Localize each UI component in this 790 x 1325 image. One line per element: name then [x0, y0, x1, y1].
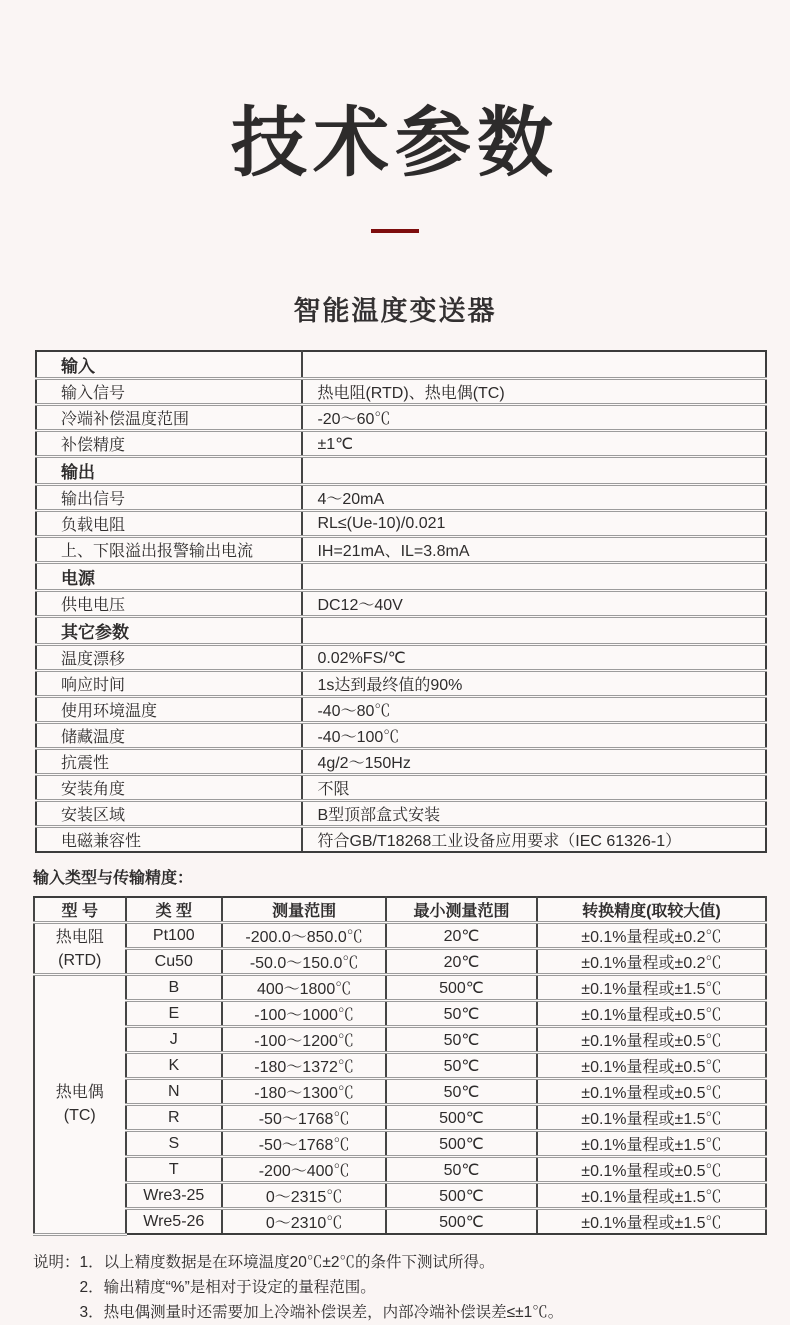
cell-accuracy: ±0.1%量程或±0.5℃ [537, 1157, 766, 1183]
spec-row [36, 511, 766, 537]
spec-row-label: 抗震性 [36, 749, 302, 775]
spec-row [36, 645, 766, 671]
accuracy-row [34, 1001, 766, 1027]
spec-row-label: 上、下限溢出报警输出电流 [36, 537, 302, 563]
spec-row [36, 591, 766, 617]
cell-range: -100～1000℃ [222, 1001, 386, 1027]
cell-accuracy: ±0.1%量程或±1.5℃ [537, 1209, 766, 1235]
spec-row [36, 485, 766, 511]
cell-range: -50.0～150.0℃ [222, 949, 386, 975]
product-subtitle: 智能温度变送器 [293, 296, 497, 326]
cell-range: -180～1300℃ [222, 1079, 386, 1105]
spec-section-label: 输出 [36, 457, 302, 485]
accuracy-row [34, 1209, 766, 1235]
cell-type: E [126, 1001, 223, 1027]
spec-row [36, 775, 766, 801]
spec-row-value: 0.02%FS/℃ [302, 645, 766, 671]
spec-section-row [36, 617, 766, 645]
cell-range: 400～1800℃ [222, 975, 386, 1001]
cell-type: Pt100 [126, 923, 223, 949]
cell-range: -50～1768℃ [222, 1105, 386, 1131]
accuracy-row [34, 1157, 766, 1183]
spec-row-value: 4g/2～150Hz [302, 749, 766, 775]
spec-row-value: ±1℃ [302, 431, 766, 457]
cell-type: Wre3-25 [126, 1183, 223, 1209]
accuracy-header-range: 测量范围 [222, 897, 386, 923]
cell-range: 0～2310℃ [222, 1209, 386, 1235]
cell-accuracy: ±0.1%量程或±0.5℃ [537, 1053, 766, 1079]
spec-row-value: -40～100℃ [302, 723, 766, 749]
spec-row-value: DC12～40V [302, 591, 766, 617]
spec-section-label: 输入 [36, 351, 302, 379]
cell-accuracy: ±0.1%量程或±0.5℃ [537, 1079, 766, 1105]
spec-row [36, 697, 766, 723]
spec-row-label: 安装区域 [36, 801, 302, 827]
spec-section-row [36, 351, 766, 379]
accuracy-row [34, 1131, 766, 1157]
accent-dash-divider [371, 229, 419, 233]
spec-row [36, 537, 766, 563]
cell-min-range: 500℃ [386, 1209, 537, 1235]
spec-row-value: 热电阻(RTD)、热电偶(TC) [302, 379, 766, 405]
accuracy-header-accuracy: 转换精度(取较大值) [537, 897, 766, 923]
cell-type: K [126, 1053, 223, 1079]
spec-row-value: -40～80℃ [302, 697, 766, 723]
cell-min-range: 500℃ [386, 1131, 537, 1157]
spec-section-row [36, 457, 766, 485]
spec-row-value: 符合GB/T18268工业设备应用要求（IEC 61326-1） [302, 827, 766, 853]
spec-row-value: 4～20mA [302, 485, 766, 511]
spec-row [36, 827, 766, 853]
spec-row-label: 补偿精度 [36, 431, 302, 457]
cell-type: T [126, 1157, 223, 1183]
cell-accuracy: ±0.1%量程或±0.5℃ [537, 1027, 766, 1053]
cell-accuracy: ±0.1%量程或±0.2℃ [537, 949, 766, 975]
accuracy-row [34, 923, 766, 949]
spec-row-label: 冷端补偿温度范围 [36, 405, 302, 431]
cell-accuracy: ±0.1%量程或±0.5℃ [537, 1001, 766, 1027]
spec-row-value [302, 457, 766, 485]
note-item: 2．输出精度“%”是相对于设定的量程范围。 [79, 1278, 376, 1296]
spec-row-value [302, 617, 766, 645]
spec-row-label: 安装角度 [36, 775, 302, 801]
cell-range: -50～1768℃ [222, 1131, 386, 1157]
cell-type: N [126, 1079, 223, 1105]
cell-min-range: 500℃ [386, 1183, 537, 1209]
spec-row-label: 电磁兼容性 [36, 827, 302, 853]
cell-type: B [126, 975, 223, 1001]
accuracy-row [34, 1105, 766, 1131]
cell-accuracy: ±0.1%量程或±1.5℃ [537, 1131, 766, 1157]
spec-row-value: -20～60℃ [302, 405, 766, 431]
model-abbr: (RTD) [58, 951, 102, 969]
spec-row-label: 温度漂移 [36, 645, 302, 671]
spec-row-label: 储藏温度 [36, 723, 302, 749]
note-item: 3．热电偶测量时还需要加上冷端补偿误差，内部冷端补偿误差≤±1℃。 [79, 1303, 564, 1321]
spec-row-value: 不限 [302, 775, 766, 801]
accuracy-row [34, 1027, 766, 1053]
spec-row-value: 1s达到最终值的90% [302, 671, 766, 697]
cell-min-range: 50℃ [386, 1053, 537, 1079]
cell-accuracy: ±0.1%量程或±1.5℃ [537, 975, 766, 1001]
spec-row-value: B型顶部盒式安装 [302, 801, 766, 827]
spec-row-value [302, 563, 766, 591]
model-abbr: (TC) [63, 1107, 96, 1125]
spec-section-row [36, 563, 766, 591]
model-name: 热电偶 [55, 1084, 104, 1102]
cell-min-range: 500℃ [386, 1105, 537, 1131]
spec-row-label: 输出信号 [36, 485, 302, 511]
spec-row-value: RL≤(Ue-10)/0.021 [302, 511, 766, 537]
model-name: 热电阻 [55, 928, 104, 946]
cell-min-range: 20℃ [386, 923, 537, 949]
cell-range: -200.0～850.0℃ [222, 923, 386, 949]
cell-range: 0～2315℃ [222, 1183, 386, 1209]
spec-row [36, 405, 766, 431]
cell-type: Wre5-26 [126, 1209, 223, 1235]
cell-range: -200～400℃ [222, 1157, 386, 1183]
spec-row-label: 输入信号 [36, 379, 302, 405]
spec-row-label: 响应时间 [36, 671, 302, 697]
accuracy-row [34, 1079, 766, 1105]
accuracy-table [33, 896, 767, 1236]
spec-row [36, 431, 766, 457]
cell-range: -100～1200℃ [222, 1027, 386, 1053]
spec-row [36, 801, 766, 827]
note-item: 1．以上精度数据是在环境温度20℃±2℃的条件下测试所得。 [79, 1253, 495, 1271]
model-cell-tc [34, 975, 126, 1235]
accuracy-row [34, 1183, 766, 1209]
spec-row-value: IH=21mA、IL=3.8mA [302, 537, 766, 563]
spec-row [36, 749, 766, 775]
spec-section-label: 其它参数 [36, 617, 302, 645]
cell-min-range: 50℃ [386, 1001, 537, 1027]
cell-type: Cu50 [126, 949, 223, 975]
accuracy-row [34, 949, 766, 975]
accuracy-section-heading: 输入类型与传输精度： [33, 870, 194, 887]
accuracy-header-row [34, 897, 766, 923]
spec-table [35, 350, 767, 853]
spec-row-label: 负载电阻 [36, 511, 302, 537]
spec-row-value [302, 351, 766, 379]
cell-min-range: 500℃ [386, 975, 537, 1001]
cell-min-range: 20℃ [386, 949, 537, 975]
cell-type: J [126, 1027, 223, 1053]
spec-row-label: 供电电压 [36, 591, 302, 617]
accuracy-row [34, 975, 766, 1001]
cell-min-range: 50℃ [386, 1157, 537, 1183]
cell-type: S [126, 1131, 223, 1157]
notes-label: 说明： [33, 1253, 80, 1271]
cell-range: -180～1372℃ [222, 1053, 386, 1079]
cell-min-range: 50℃ [386, 1027, 537, 1053]
spec-section-label: 电源 [36, 563, 302, 591]
cell-type: R [126, 1105, 223, 1131]
notes-block [33, 1250, 790, 1325]
accuracy-header-model: 型 号 [34, 897, 126, 923]
cell-min-range: 50℃ [386, 1079, 537, 1105]
note-items [80, 1250, 564, 1325]
spec-row [36, 379, 766, 405]
spec-row [36, 671, 766, 697]
cell-accuracy: ±0.1%量程或±1.5℃ [537, 1105, 766, 1131]
model-cell-rtd [34, 923, 126, 975]
page-title: 技术参数 [231, 101, 559, 186]
accuracy-header-min-range: 最小测量范围 [386, 897, 537, 923]
cell-accuracy: ±0.1%量程或±1.5℃ [537, 1183, 766, 1209]
spec-row [36, 723, 766, 749]
accuracy-row [34, 1053, 766, 1079]
accuracy-header-type: 类 型 [126, 897, 223, 923]
spec-row-label: 使用环境温度 [36, 697, 302, 723]
cell-accuracy: ±0.1%量程或±0.2℃ [537, 923, 766, 949]
